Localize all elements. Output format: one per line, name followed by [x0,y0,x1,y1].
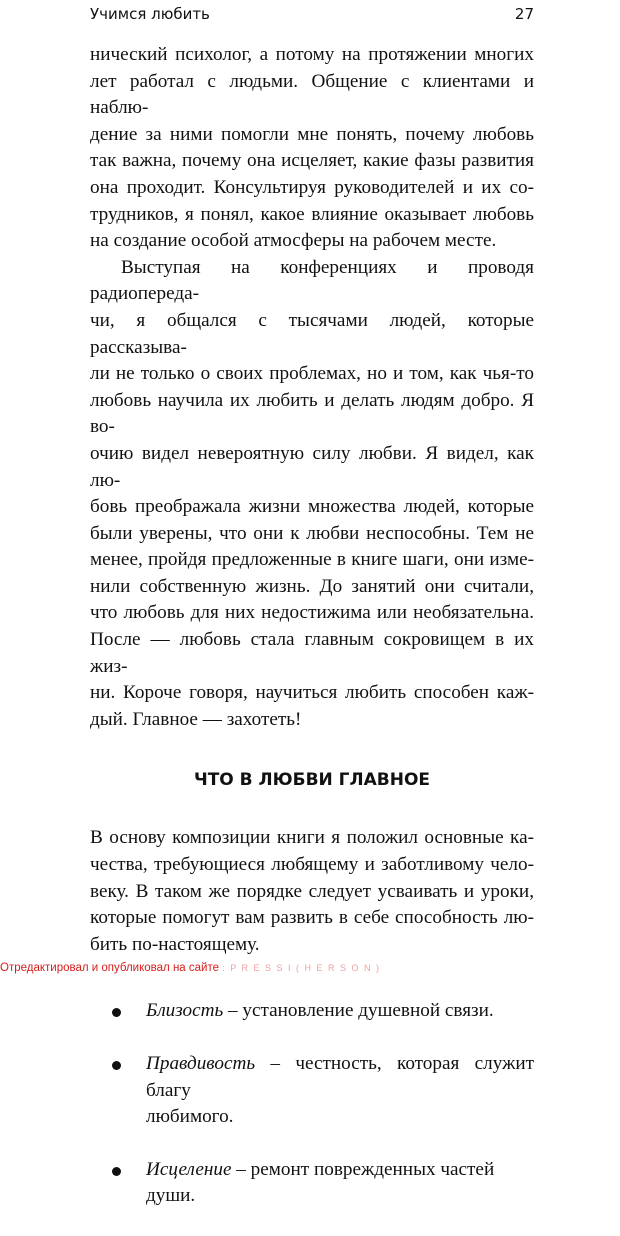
bullet-item-healing [90,1157,534,1210]
publisher-footer [0,962,381,974]
footer-site: : P R E S S I ( H E R S O N ) [222,963,381,973]
text-line: бовь преображала жизни множества людей, которые [90,496,534,518]
text-line: которые помогут вам развить в себе способность лю- [90,907,534,929]
text-line: менее, пройдя предложенные в книге шаги, они изме- [90,549,534,571]
text-line: ли не только о своих проблемах, но и том, как чья-то [90,363,534,385]
text-line: лет работал с людьми. Общение с клиентами и наблю- [90,70,534,119]
text-line: что любовь для них недостижима или необязательна. [90,602,534,624]
text-line: чества, требующиеся любящему и заботливому чело- [90,854,534,876]
text-line: После — любовь стала главным сокровищем в их жиз- [90,629,534,677]
text-line: Выступая на конференциях и проводя радиопереда- [90,256,534,305]
intro-paragraph [90,825,534,958]
text-line: нический психолог, а потому на протяжении многих [90,44,534,65]
bullet-list [90,998,534,1210]
bullet-definition: – ремонт поврежденных частей души. [146,1158,495,1207]
section-heading: ЧТО В ЛЮБВИ ГЛАВНОЕ [193,770,431,791]
text-line: на создание особой атмосферы на рабочем месте. [90,230,497,252]
bullet-definition-continued: любимого. [146,1106,234,1128]
bullet-term: Близость [146,1000,224,1022]
bullet-term: Исцеление [146,1158,232,1180]
bullet-item-closeness [90,998,534,1025]
bullet-icon [112,1061,121,1070]
running-title: Учимся любить [90,5,210,23]
text-line: бить по-настоящему. [90,933,260,955]
bullet-icon [112,1008,121,1017]
bullet-definition: – установление душевной связи. [223,1000,494,1022]
paragraph-2 [90,255,534,734]
text-line: так важна, почему она исцеляет, какие фазы развития [90,150,534,172]
bullet-icon [112,1167,121,1176]
text-line: дение за ними помогли мне понять, почему любовь [90,123,534,145]
text-line: В основу композиции книги я положил основные ка- [90,827,534,849]
text-line: трудников, я понял, какое влияние оказывает любовь [90,203,534,225]
text-line: веку. В таком же порядке следует усваивать и уроки, [90,880,534,902]
page-header [90,2,534,26]
text-line: нили собственную жизнь. До занятий они считали, [90,575,534,597]
text-line: были уверены, что они к любви неспособны. Тем не [90,522,534,544]
bullet-item-truthfulness [90,1051,534,1131]
bullet-first-line [146,1051,534,1104]
bullet-term: Правдивость [146,1053,256,1074]
bullet-definition: – честность, которая служит благу [146,1053,534,1101]
text-line: очию видел невероятную силу любви. Я видел, как лю- [90,442,534,491]
text-line: любовь научила их любить и делать людям добро. Я во- [90,389,534,438]
text-line: ни. Короче говоря, научиться любить способен каж- [90,682,534,704]
text-line: она проходит. Консультируя руководителей и их со- [90,176,534,198]
paragraph-1 [90,42,534,255]
text-line: дый. Главное — захотеть! [90,708,302,730]
page-body [90,42,534,1236]
text-line: чи, я общался с тысячами людей, которые рассказыва- [90,309,534,358]
page-number: 27 [514,5,534,23]
footer-credit: Отредактировал и опубликовал на сайте [0,962,219,974]
